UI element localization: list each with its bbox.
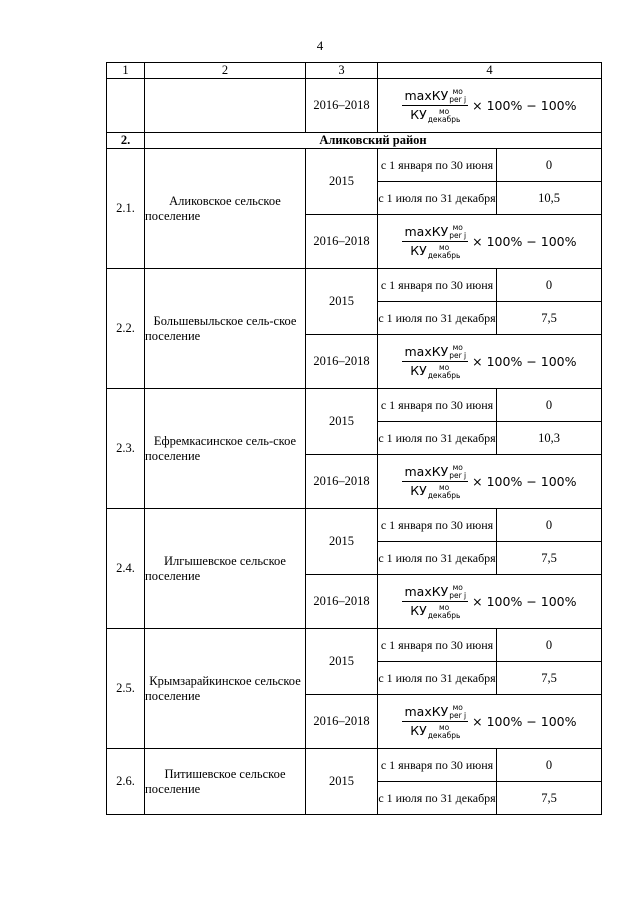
year-2015: 2015 (306, 749, 378, 815)
value-first-half: 0 (497, 389, 602, 422)
formula-numerator: maxКУ мо per j (404, 703, 467, 720)
settlement-name: Крымзарайкинское сельское поселение (145, 629, 306, 749)
value-second-half: 7,5 (497, 782, 602, 815)
header-col-1: 1 (107, 63, 145, 79)
value-first-half: 0 (497, 749, 602, 782)
table-row (107, 629, 602, 662)
formula-numerator: maxКУ мо per j (404, 223, 467, 240)
formula-numerator: maxКУ мо per j (404, 343, 467, 360)
district-name: Аликовский район (145, 133, 602, 149)
value-second-half: 7,5 (497, 542, 602, 575)
formula (402, 584, 576, 620)
year-2015: 2015 (306, 629, 378, 695)
value-first-half: 0 (497, 509, 602, 542)
table-row (107, 269, 602, 302)
period-first-half: с 1 января по 30 июня (378, 509, 497, 542)
period-first-half: с 1 января по 30 июня (378, 629, 497, 662)
header-col-2: 2 (145, 63, 306, 79)
row-number: 2.1. (107, 149, 145, 269)
row-number: 2.2. (107, 269, 145, 389)
page-number: 4 (316, 38, 324, 53)
value-first-half: 0 (497, 149, 602, 182)
formula-denominator: КУ мо декабрь (410, 602, 461, 620)
row-number: 2.3. (107, 389, 145, 509)
year-range: 2016–2018 (306, 79, 378, 133)
tariff-table (106, 62, 602, 815)
value-second-half: 7,5 (497, 662, 602, 695)
header-col-3: 3 (306, 63, 378, 79)
row-number: 2.6. (107, 749, 145, 815)
year-range: 2016–2018 (306, 335, 378, 389)
formula-denominator: КУ мо декабрь (410, 362, 461, 380)
year-2015: 2015 (306, 509, 378, 575)
formula-denominator: КУ мо декабрь (410, 482, 461, 500)
formula-fraction (402, 704, 468, 740)
formula-denominator: КУ мо декабрь (410, 242, 461, 260)
period-first-half: с 1 января по 30 июня (378, 389, 497, 422)
district-number: 2. (107, 133, 145, 149)
year-2015: 2015 (306, 389, 378, 455)
settlement-name: Ефремкасинское сель-ское поселение (145, 389, 306, 509)
year-range: 2016–2018 (306, 455, 378, 509)
header-col-4: 4 (378, 63, 602, 79)
year-2015: 2015 (306, 269, 378, 335)
formula-fraction (402, 464, 468, 500)
year-range: 2016–2018 (306, 695, 378, 749)
table-row (107, 749, 602, 782)
period-second-half: с 1 июля по 31 декабря (378, 542, 497, 575)
value-first-half: 0 (497, 629, 602, 662)
district-row (107, 133, 602, 149)
formula (402, 704, 576, 740)
formula-fraction (402, 344, 468, 380)
period-first-half: с 1 января по 30 июня (378, 749, 497, 782)
table-row (107, 389, 602, 422)
period-second-half: с 1 июля по 31 декабря (378, 302, 497, 335)
formula-numerator: maxКУ мо per j (404, 87, 467, 104)
period-second-half: с 1 июля по 31 декабря (378, 662, 497, 695)
formula-denominator: КУ мо декабрь (410, 106, 461, 124)
value-second-half: 10,3 (497, 422, 602, 455)
table-row (107, 149, 602, 182)
formula-tail: × 100% − 100% (472, 594, 577, 609)
settlement-name: Питишевское сельское поселение (145, 749, 306, 815)
period-first-half: с 1 января по 30 июня (378, 269, 497, 302)
formula (402, 344, 576, 380)
formula-tail: × 100% − 100% (472, 98, 577, 113)
value-first-half: 0 (497, 269, 602, 302)
formula (402, 224, 576, 260)
period-second-half: с 1 июля по 31 декабря (378, 422, 497, 455)
row-number: 2.4. (107, 509, 145, 629)
year-2015: 2015 (306, 149, 378, 215)
formula-tail: × 100% − 100% (472, 354, 577, 369)
formula-fraction (402, 88, 468, 124)
formula (402, 464, 576, 500)
formula-tail: × 100% − 100% (472, 234, 577, 249)
formula-tail: × 100% − 100% (472, 474, 577, 489)
period-first-half: с 1 января по 30 июня (378, 149, 497, 182)
formula-fraction (402, 224, 468, 260)
period-second-half: с 1 июля по 31 декабря (378, 182, 497, 215)
settlement-name: Большевыльское сель-ское поселение (145, 269, 306, 389)
value-second-half: 10,5 (497, 182, 602, 215)
formula-numerator: maxКУ мо per j (404, 583, 467, 600)
settlement-name: Аликовское сельское поселение (145, 149, 306, 269)
formula-fraction (402, 584, 468, 620)
table-row (107, 509, 602, 542)
formula-tail: × 100% − 100% (472, 714, 577, 729)
header-row (107, 63, 602, 79)
continuation-row (107, 79, 602, 133)
formula-numerator: maxКУ мо per j (404, 463, 467, 480)
year-range: 2016–2018 (306, 575, 378, 629)
settlement-name: Илгышевское сельское поселение (145, 509, 306, 629)
period-second-half: с 1 июля по 31 декабря (378, 782, 497, 815)
formula-denominator: КУ мо декабрь (410, 722, 461, 740)
formula (402, 88, 576, 124)
year-range: 2016–2018 (306, 215, 378, 269)
row-number: 2.5. (107, 629, 145, 749)
value-second-half: 7,5 (497, 302, 602, 335)
